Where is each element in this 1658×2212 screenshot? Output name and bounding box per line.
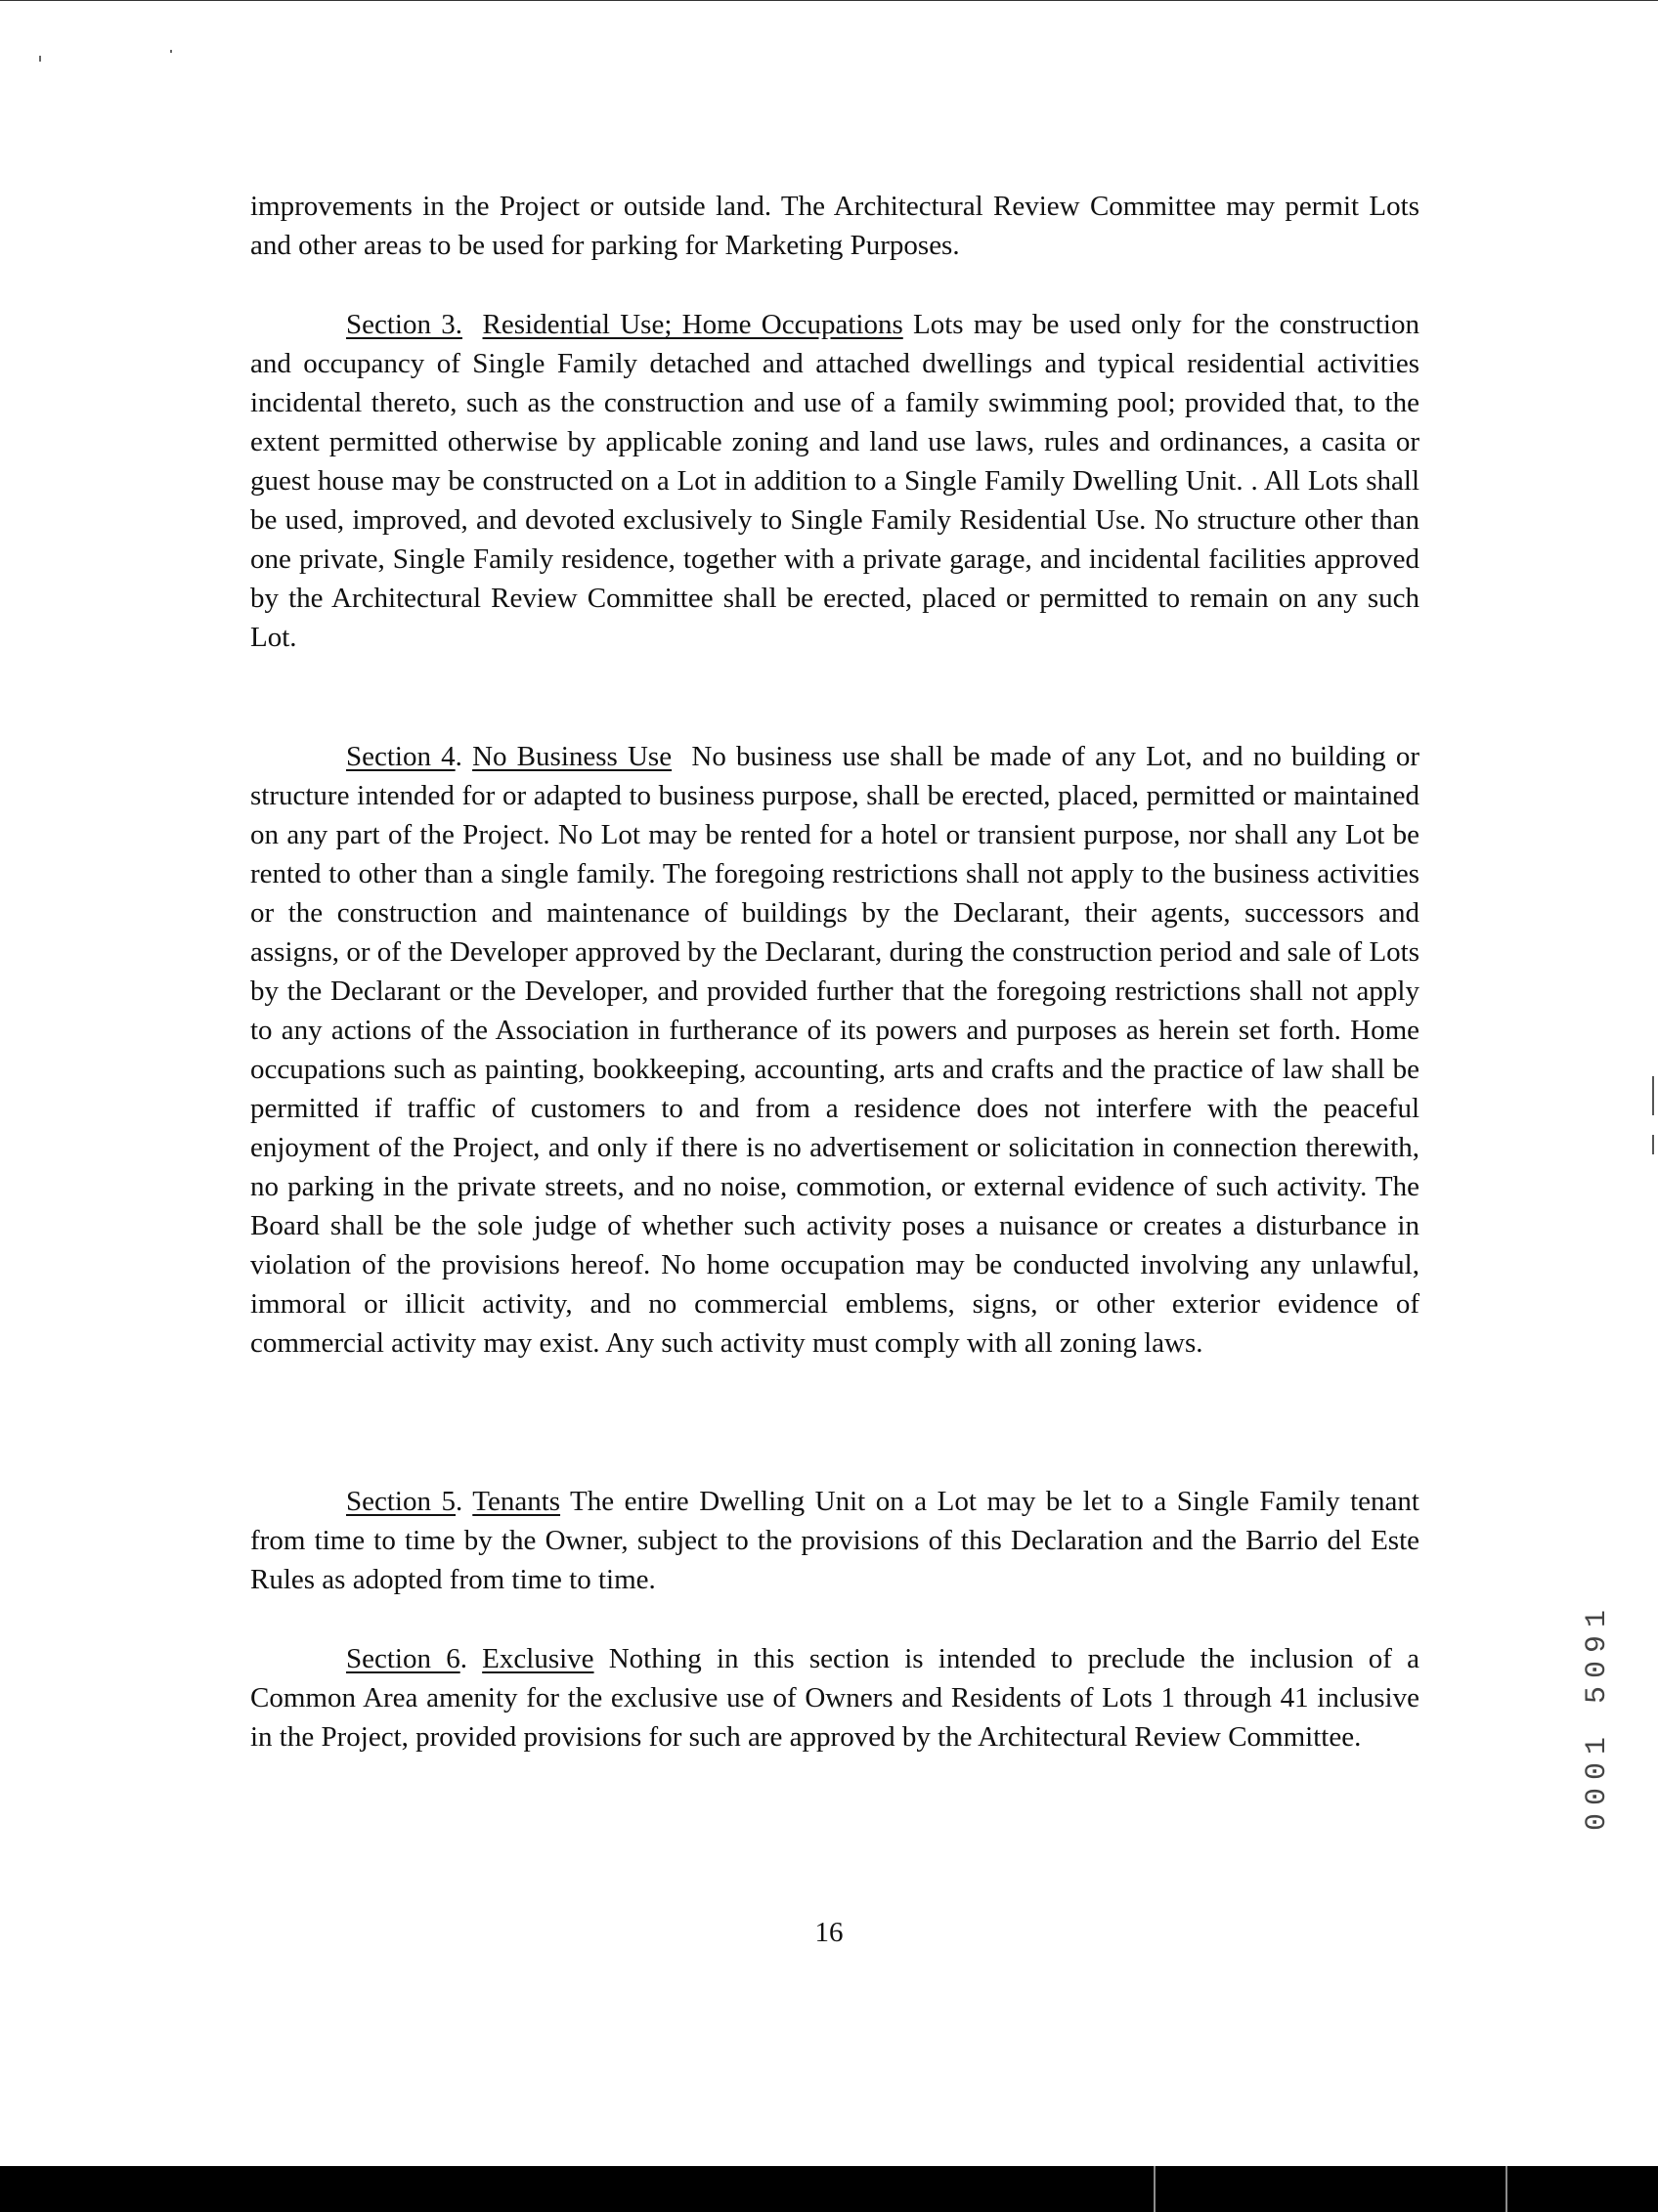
section-separator xyxy=(462,309,483,340)
section-number: Section 4 xyxy=(346,741,456,772)
section-separator: . xyxy=(459,1643,483,1674)
paragraph-body: The entire Dwelling Unit on a Lot may be let to a Single Family tenant from time to time by the Owner, subject to the provisions of this Declaration and the Barrio del Este Rules as adopted from time to time. xyxy=(250,1486,1419,1595)
section-number: Section 3. xyxy=(346,309,462,340)
paragraph-body: Nothing in this section is intended to preclude the inclusion of a Common Area amenity for the exclusive use of Owners and Residents of Lots 1 through 41 inclusive in the Project, provided provisions for such are approved by the Architectural Review Committee. xyxy=(250,1643,1420,1753)
scan-edge-mark xyxy=(1652,1135,1654,1154)
paragraph-section-3 xyxy=(250,305,1419,657)
scan-speck xyxy=(170,50,172,53)
section-number: Section 6 xyxy=(346,1643,460,1674)
paragraph-section-4 xyxy=(250,737,1427,1363)
bar-divider xyxy=(1505,2166,1507,2212)
section-title: No Business Use xyxy=(472,741,673,772)
paragraph-section-6 xyxy=(250,1639,1419,1757)
section-number: Section 5 xyxy=(346,1486,457,1517)
paragraph-body: Lots may be used only for the construction and occupancy of Single Family detached and attached dwellings and typical residential activities incidental thereto, such as the construction and use of a family swimming pool; provided that, to the extent permitted otherwise by applicable zoning and land use laws, rules and ordinances, a casita or guest house may be constructed on a Lot in addition to a Single Family Dwelling Unit. . All Lots shall be used, improved, and devoted exclusively to Single Family Residential Use. No structure other than one private, Single Family residence, together with a private garage, and incidental facilities approved by the Architectural Review Committee shall be erected, placed or permitted to remain on any such Lot. xyxy=(250,309,1419,653)
section-separator: . xyxy=(455,741,473,772)
scan-bottom-bar xyxy=(0,2166,1658,2212)
paragraph-body: improvements in the Project or outside land. The Architectural Review Committee may permit Lots and other areas to be used for parking for Marketing Purposes. xyxy=(250,191,1419,261)
section-title: Tenants xyxy=(472,1486,561,1517)
section-title: Exclusive xyxy=(482,1643,594,1674)
scan-edge-mark xyxy=(1652,1076,1654,1115)
paragraph-section-5 xyxy=(250,1482,1419,1599)
section-title: Residential Use; Home Occupations xyxy=(482,309,903,340)
margin-stamp-text: 0001 5091 xyxy=(1581,1601,1614,1832)
paragraph-continuation xyxy=(250,187,1419,265)
bar-divider xyxy=(1154,2166,1156,2212)
paragraph-body: No business use shall be made of any Lot, and no building or structure intended for or adapted to business purpose, shall be erected, placed, permitted or maintained on any part of the Project. No Lot may be rented for a hotel or transient purpose, nor shall any Lot be rented to other than a single family. The foregoing restrictions shall not apply to the business activities or the construction and maintenance of buildings by the Declarant, their agents, successors and assigns, or of the Developer approved by the Declarant, during the construction period and sale of Lots by the Declarant or the Developer, and provided further that the foregoing restrictions shall not apply to any actions of the Association in furtherance of its powers and purposes as herein set forth. Home occupations such as painting, bookkeeping, accounting, arts and crafts and the practice of law shall be permitted if traffic of customers to and from a residence does not interfere with the peaceful enjoyment of the Project, and only if there is no advertisement or solicitation in connection therewith, no parking in the private streets, and no noise, commotion, or external evidence of such activity. The Board shall be the sole judge of whether such activity poses a nuisance or creates a disturbance in violation of the provisions hereof. No home occupation may be conducted involving any unlawful, immoral or illicit activity, and no commercial emblems, signs, or other exterior evidence of commercial activity may exist. Any such activity must comply with all zoning laws. xyxy=(250,741,1427,1359)
margin-stamp xyxy=(1580,1550,1615,1883)
scan-speck xyxy=(39,56,41,62)
section-separator: . xyxy=(456,1486,473,1517)
page-number: 16 xyxy=(814,1917,844,1948)
